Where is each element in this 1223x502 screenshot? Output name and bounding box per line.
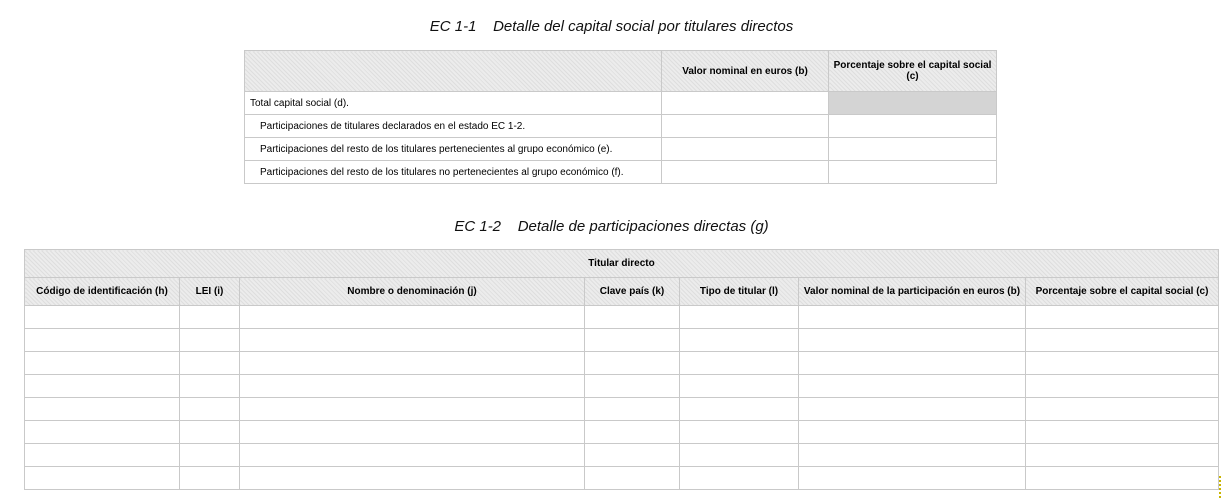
header-holder-type: Tipo de titular (l) <box>680 278 799 306</box>
identification-code-cell[interactable] <box>25 352 180 375</box>
percentage-cell[interactable] <box>829 115 997 138</box>
percentage-cell[interactable] <box>829 138 997 161</box>
group-header-direct-holder: Titular directo <box>25 250 1219 278</box>
lei-cell[interactable] <box>180 329 240 352</box>
name-cell[interactable] <box>240 352 585 375</box>
scroll-edge-marker <box>1219 476 1223 498</box>
table2-row <box>25 467 1219 490</box>
lei-cell[interactable] <box>180 375 240 398</box>
nominal-value-cell[interactable] <box>799 421 1026 444</box>
table2-row <box>25 306 1219 329</box>
nominal-value-cell[interactable] <box>662 161 829 184</box>
identification-code-cell[interactable] <box>25 306 180 329</box>
holder-type-cell[interactable] <box>680 398 799 421</box>
nominal-value-cell[interactable] <box>799 352 1026 375</box>
identification-code-cell[interactable] <box>25 375 180 398</box>
nominal-value-cell[interactable] <box>662 138 829 161</box>
percentage-cell[interactable] <box>1026 329 1219 352</box>
lei-cell[interactable] <box>180 398 240 421</box>
percentage-cell[interactable] <box>1026 398 1219 421</box>
holder-type-cell[interactable] <box>680 444 799 467</box>
table1-title: EC 1-1 Detalle del capital social por titulares directos <box>429 18 794 35</box>
identification-code-cell[interactable] <box>25 398 180 421</box>
nominal-value-cell[interactable] <box>799 467 1026 490</box>
nominal-value-cell[interactable] <box>662 92 829 115</box>
header-name: Nombre o denominación (j) <box>240 278 585 306</box>
table2-row <box>25 421 1219 444</box>
name-cell[interactable] <box>240 421 585 444</box>
holder-type-cell[interactable] <box>680 467 799 490</box>
row-label: Participaciones de titulares declarados en el estado EC 1-2. <box>245 115 662 138</box>
holder-type-cell[interactable] <box>680 306 799 329</box>
country-code-cell[interactable] <box>585 306 680 329</box>
header-country-code: Clave país (k) <box>585 278 680 306</box>
country-code-cell[interactable] <box>585 329 680 352</box>
country-code-cell[interactable] <box>585 375 680 398</box>
row-label: Total capital social (d). <box>245 92 662 115</box>
nominal-value-cell[interactable] <box>799 375 1026 398</box>
direct-holdings-table <box>24 249 1219 490</box>
nominal-value-cell[interactable] <box>799 444 1026 467</box>
table2-row <box>25 375 1219 398</box>
table2-title: EC 1-2 Detalle de participaciones directas (g) <box>454 218 769 235</box>
name-cell[interactable] <box>240 375 585 398</box>
table2-row <box>25 398 1219 421</box>
table1-header-blank <box>245 51 662 92</box>
table1-row <box>245 92 997 115</box>
nominal-value-cell[interactable] <box>799 398 1026 421</box>
header-nominal-value: Valor nominal de la participación en euros (b) <box>799 278 1026 306</box>
name-cell[interactable] <box>240 444 585 467</box>
name-cell[interactable] <box>240 306 585 329</box>
percentage-cell[interactable] <box>1026 421 1219 444</box>
lei-cell[interactable] <box>180 352 240 375</box>
table2-row <box>25 444 1219 467</box>
nominal-value-cell[interactable] <box>799 329 1026 352</box>
percentage-cell[interactable] <box>1026 352 1219 375</box>
nominal-value-cell[interactable] <box>799 306 1026 329</box>
row-label: Participaciones del resto de los titulares no pertenecientes al grupo económico (f). <box>245 161 662 184</box>
table2-row <box>25 352 1219 375</box>
lei-cell[interactable] <box>180 444 240 467</box>
lei-cell[interactable] <box>180 306 240 329</box>
table1-row <box>245 161 997 184</box>
table1-header-nominal-value: Valor nominal en euros (b) <box>662 51 829 92</box>
row-label: Participaciones del resto de los titulares pertenecientes al grupo económico (e). <box>245 138 662 161</box>
identification-code-cell[interactable] <box>25 444 180 467</box>
identification-code-cell[interactable] <box>25 421 180 444</box>
percentage-cell[interactable] <box>1026 467 1219 490</box>
table2-group-header-row <box>25 250 1219 278</box>
name-cell[interactable] <box>240 398 585 421</box>
capital-breakdown-table <box>244 50 997 184</box>
holder-type-cell[interactable] <box>680 375 799 398</box>
table1-header-row <box>245 51 997 92</box>
header-percentage: Porcentaje sobre el capital social (c) <box>1026 278 1219 306</box>
country-code-cell[interactable] <box>585 352 680 375</box>
name-cell[interactable] <box>240 329 585 352</box>
percentage-cell-disabled <box>829 92 997 115</box>
table1-row <box>245 115 997 138</box>
holder-type-cell[interactable] <box>680 421 799 444</box>
identification-code-cell[interactable] <box>25 467 180 490</box>
lei-cell[interactable] <box>180 421 240 444</box>
holder-type-cell[interactable] <box>680 329 799 352</box>
holder-type-cell[interactable] <box>680 352 799 375</box>
country-code-cell[interactable] <box>585 398 680 421</box>
header-identification-code: Código de identificación (h) <box>25 278 180 306</box>
header-lei: LEI (i) <box>180 278 240 306</box>
percentage-cell[interactable] <box>1026 444 1219 467</box>
table2-header-row <box>25 278 1219 306</box>
country-code-cell[interactable] <box>585 444 680 467</box>
percentage-cell[interactable] <box>1026 375 1219 398</box>
percentage-cell[interactable] <box>1026 306 1219 329</box>
table2-row <box>25 329 1219 352</box>
table1-row <box>245 138 997 161</box>
percentage-cell[interactable] <box>829 161 997 184</box>
nominal-value-cell[interactable] <box>662 115 829 138</box>
table1-header-percentage: Porcentaje sobre el capital social (c) <box>829 51 997 92</box>
name-cell[interactable] <box>240 467 585 490</box>
country-code-cell[interactable] <box>585 467 680 490</box>
lei-cell[interactable] <box>180 467 240 490</box>
country-code-cell[interactable] <box>585 421 680 444</box>
identification-code-cell[interactable] <box>25 329 180 352</box>
